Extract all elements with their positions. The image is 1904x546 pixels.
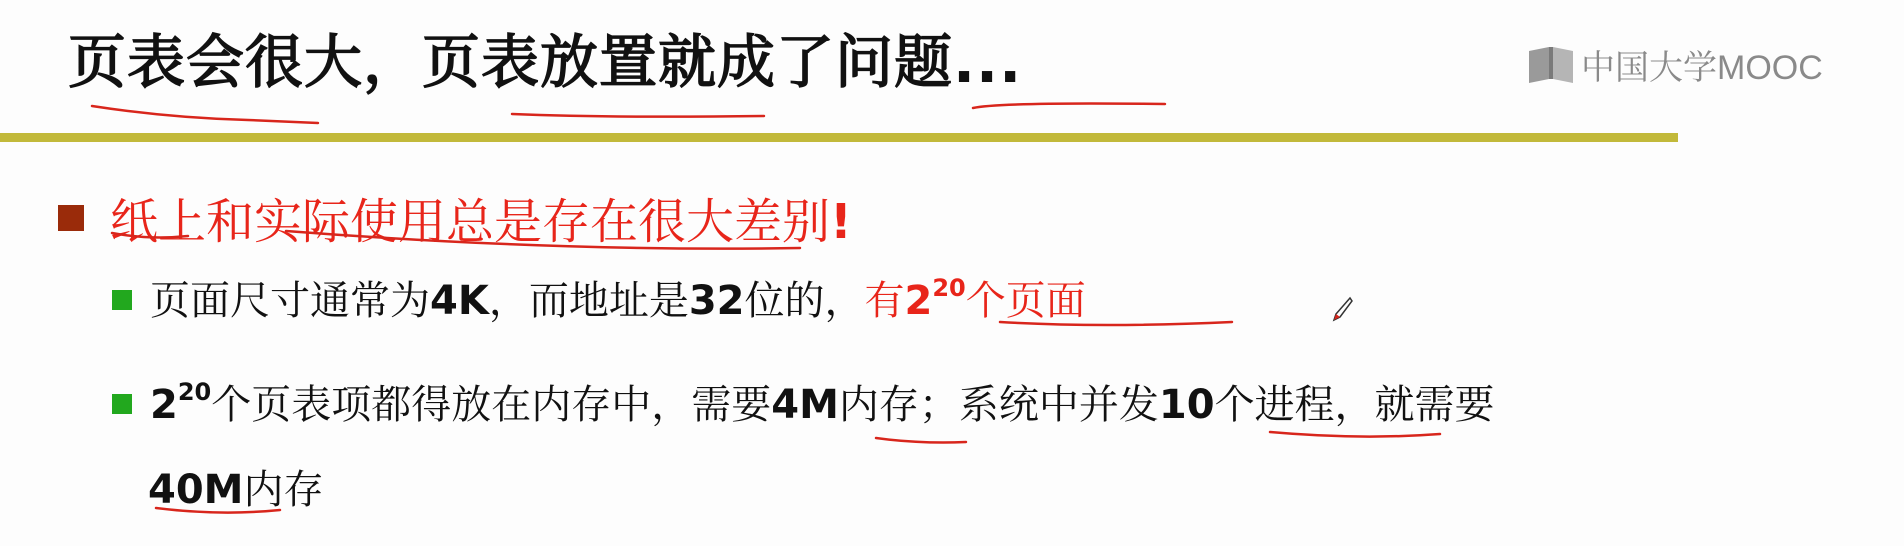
power-base: 2	[904, 278, 933, 324]
text-segment: 个进程，就需要	[1214, 382, 1495, 428]
sub-bullet-text	[150, 380, 1495, 430]
sub-bullet-square-icon	[112, 290, 132, 310]
sub-bullet-memory-continuation	[148, 458, 323, 515]
sub-bullet-text	[150, 276, 1086, 326]
total-memory-value: 40M	[148, 467, 244, 513]
text-segment: 内存	[243, 467, 324, 513]
text-segment: 位的，	[744, 278, 865, 324]
main-bullet	[58, 183, 852, 252]
mooc-logo	[1527, 40, 1823, 89]
bullet-square-icon	[58, 205, 84, 231]
text-segment: 个页面	[965, 278, 1086, 324]
ink-underline	[92, 106, 318, 123]
ink-underline	[876, 438, 966, 443]
main-bullet-body: 纸上和实际使用总是存在很大差别	[110, 194, 831, 250]
text-segment: ，而地址是	[488, 278, 689, 324]
slide-title: 页表会很大，页表放置就成了问题...	[68, 28, 1023, 96]
page-size-value: 4K	[430, 278, 489, 324]
sub-bullet-page-size	[112, 276, 1086, 326]
sub-bullet-memory	[112, 380, 1495, 430]
mooc-book-icon	[1527, 45, 1575, 85]
memory-value: 4M	[771, 382, 839, 428]
text-segment: 个页表项都得放在内存中，需要	[211, 382, 772, 428]
text-segment: 内存；系统中并发	[838, 382, 1159, 428]
process-count-value: 10	[1158, 382, 1215, 428]
title-divider	[0, 133, 1678, 142]
ink-underline	[973, 104, 1165, 109]
pen-cursor-icon	[1330, 296, 1354, 322]
text-segment: 有	[864, 278, 905, 324]
ink-underline	[1270, 432, 1440, 437]
power-exponent: 20	[177, 378, 212, 406]
main-bullet-text	[110, 183, 852, 252]
text-segment: 页面尺寸通常为	[150, 278, 430, 324]
main-bullet-exclaim: !	[830, 194, 852, 250]
address-bits-value: 32	[688, 278, 745, 324]
ink-underline	[512, 114, 764, 117]
power-base: 2	[150, 382, 178, 428]
logo-text: 中国大学MOOC	[1581, 49, 1823, 87]
power-exponent: 20	[932, 274, 966, 302]
sub-bullet-square-icon	[112, 394, 132, 414]
